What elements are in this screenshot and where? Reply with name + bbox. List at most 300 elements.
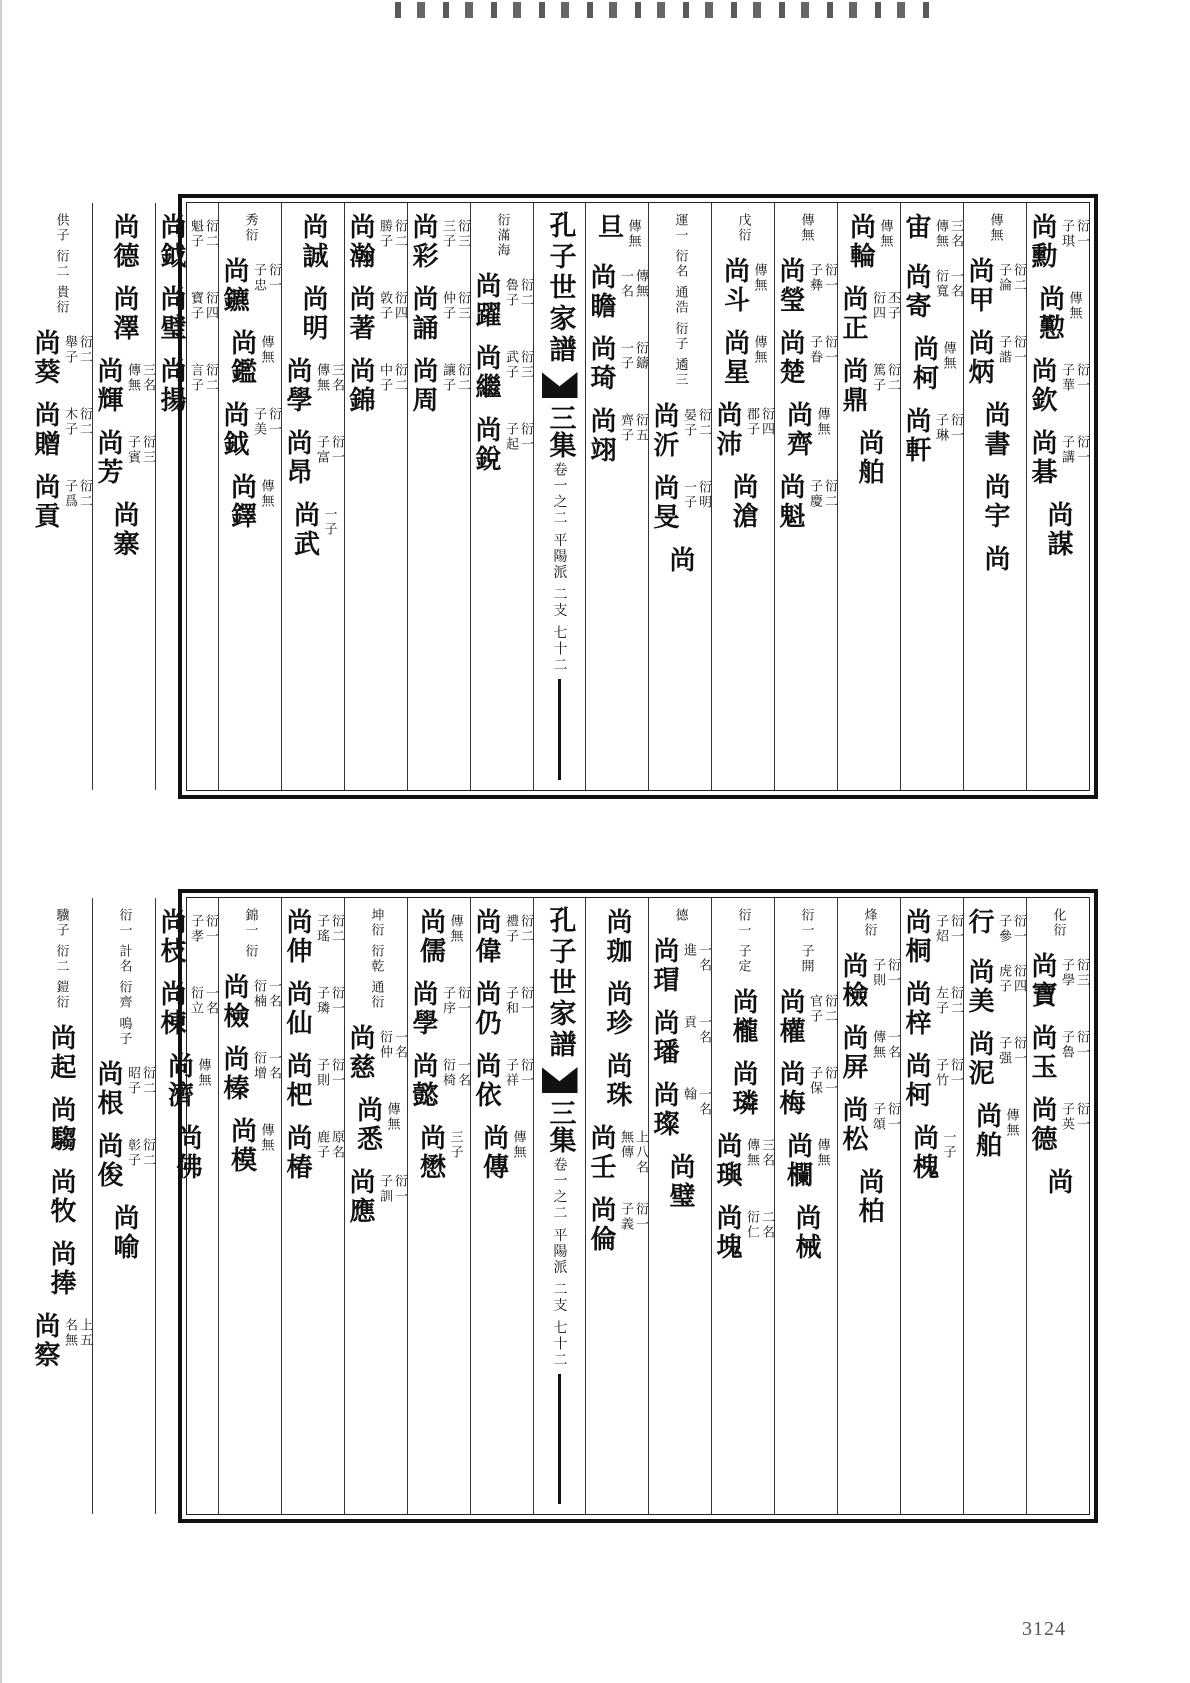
person-entry xyxy=(649,937,711,995)
note-line: 虎子 xyxy=(996,964,1011,994)
person-name: 尚俊 xyxy=(93,1132,123,1191)
person-name: 尚梓 xyxy=(901,980,931,1038)
note-line: 子頌 xyxy=(870,1102,885,1132)
note-line: 衍二 xyxy=(822,479,837,509)
person-entry xyxy=(298,213,328,271)
person-entry xyxy=(479,1124,526,1182)
person-note xyxy=(322,501,337,537)
person-name: 尚懋 xyxy=(415,1124,446,1182)
note-line: 傳無 xyxy=(744,1138,759,1169)
person-entry xyxy=(728,988,758,1046)
note-line: 三名 xyxy=(140,363,155,393)
note-line: 官子 xyxy=(807,994,822,1025)
person-name: 尚揚 xyxy=(156,357,186,415)
note-line: 傳無 xyxy=(940,341,956,371)
person-name: 尚杷 xyxy=(282,1052,312,1110)
person-name: 尚勳 xyxy=(1027,213,1057,271)
note-line: 原名 xyxy=(329,1130,344,1160)
person-name: 尚舶 xyxy=(854,429,884,487)
note-line: 衍楠 xyxy=(251,979,266,1010)
genealogy-column xyxy=(774,203,837,790)
person-name: 尚德 xyxy=(1027,1096,1057,1154)
person-note xyxy=(933,1052,963,1088)
person-note xyxy=(681,474,711,510)
note-line: 一名 xyxy=(392,1030,407,1061)
note-line: 進 xyxy=(681,943,696,958)
genealogy-column xyxy=(344,898,407,1514)
person-note xyxy=(996,908,1026,944)
person-entry xyxy=(901,1052,963,1110)
person-name: 尚璨 xyxy=(649,1081,679,1139)
person-name: 尚旻 xyxy=(649,473,679,532)
person-note xyxy=(314,357,344,393)
person-name: 尚楚 xyxy=(775,329,805,387)
note-line: 衍一 xyxy=(885,958,900,988)
note-line: 衍仁 xyxy=(744,1210,759,1241)
person-entry xyxy=(838,952,900,1010)
book-title: 孔子世家譜 xyxy=(544,906,576,1061)
note-line: 讓子 xyxy=(440,363,455,393)
person-name: 尚欄 xyxy=(782,1132,813,1191)
person-entry xyxy=(909,1124,956,1182)
genealogy-column xyxy=(92,203,155,790)
annotation-note: 錦一 衍 xyxy=(242,908,258,960)
person-entry xyxy=(353,1096,400,1154)
person-name: 尚牧 xyxy=(46,1168,76,1227)
note-line: 上五 xyxy=(77,1318,92,1349)
person-name: 尚仙 xyxy=(282,980,312,1038)
person-entry xyxy=(586,1124,648,1182)
person-note xyxy=(385,1096,400,1132)
person-note xyxy=(62,329,92,365)
person-name: 尚儒 xyxy=(415,908,446,966)
person-name: 尚美 xyxy=(964,958,994,1016)
book-title-column xyxy=(533,203,585,790)
person-note xyxy=(251,401,281,437)
note-line: 子和 xyxy=(503,986,518,1016)
person-note xyxy=(503,1052,533,1088)
annotation-note: 運一 衍名 通浩 衍子 遹三 xyxy=(672,213,688,388)
genealogy-column xyxy=(281,898,344,1514)
note-line: 禮子 xyxy=(503,914,518,944)
note-line: 晏子 xyxy=(681,407,696,438)
genealogy-column xyxy=(281,203,344,790)
note-line: 子强 xyxy=(996,1036,1011,1066)
person-entry xyxy=(282,357,344,415)
volume-label: 三集 xyxy=(544,1099,576,1153)
person-note xyxy=(503,416,533,452)
person-name: 尚翊 xyxy=(586,407,616,465)
person-entry xyxy=(854,1168,884,1226)
person-name: 尚甲 xyxy=(964,257,994,315)
person-entry xyxy=(720,257,767,315)
person-entry xyxy=(408,980,470,1038)
genealogy-column xyxy=(470,898,533,1514)
note-line: 衍仲 xyxy=(377,1030,392,1061)
note-line: 傳無 xyxy=(814,407,830,437)
person-entry xyxy=(649,402,711,460)
person-name: 尚騶 xyxy=(46,1096,76,1155)
note-line: 鹿子 xyxy=(314,1130,329,1160)
person-note xyxy=(933,407,963,443)
genealogy-column xyxy=(711,203,774,790)
person-note xyxy=(251,973,281,1009)
note-line: 傳無 xyxy=(751,263,767,293)
person-entry xyxy=(901,980,963,1038)
person-note xyxy=(807,1060,837,1096)
person-entry xyxy=(471,908,533,966)
person-name: 尚槐 xyxy=(908,1124,939,1182)
genealogy-column xyxy=(1026,898,1089,1514)
note-line: 子參 xyxy=(996,914,1011,944)
person-name: 尚慈 xyxy=(345,1024,375,1083)
person-name: 尚權 xyxy=(775,988,805,1047)
person-name: 尚模 xyxy=(226,1117,257,1176)
person-name: 尚舶 xyxy=(971,1102,1002,1160)
note-line: 衍二 xyxy=(948,986,963,1016)
person-entry xyxy=(649,1009,711,1067)
annotation-note: 衍滿海 xyxy=(494,213,510,258)
person-name: 尚榛 xyxy=(219,1045,249,1104)
person-entry xyxy=(408,1052,470,1110)
person-note xyxy=(870,1096,900,1132)
person-entry xyxy=(46,1240,76,1298)
person-name: 尚武 xyxy=(289,501,320,559)
page-number: 3124 xyxy=(1022,1618,1066,1640)
note-line: 子富 xyxy=(314,435,329,465)
person-entry xyxy=(665,546,695,575)
person-entry xyxy=(172,1124,202,1182)
person-note xyxy=(511,1124,526,1160)
note-line: 衍三 xyxy=(455,219,470,249)
person-entry xyxy=(1027,1096,1089,1154)
person-name: 尚謀 xyxy=(1043,501,1073,559)
person-name: 尚璠 xyxy=(649,1009,679,1067)
person-entry xyxy=(219,401,281,459)
person-entry xyxy=(791,1204,821,1262)
person-name: 尚璵 xyxy=(712,1132,742,1191)
note-line: 敦子 xyxy=(377,291,392,321)
note-line: 子忠 xyxy=(251,263,266,293)
person-name: 尚械 xyxy=(791,1204,821,1263)
person-name: 尚鑣 xyxy=(219,257,249,315)
note-line: 武子 xyxy=(503,350,518,380)
note-line: 衍四 xyxy=(203,291,218,321)
person-note xyxy=(259,1117,274,1153)
person-note xyxy=(807,988,837,1024)
person-name: 尚瞻 xyxy=(586,263,616,321)
person-name: 尚仍 xyxy=(471,980,501,1038)
person-name: 尚銳 xyxy=(471,416,501,474)
note-line: 衍一 xyxy=(822,335,837,365)
person-entry xyxy=(46,1168,76,1226)
person-name: 尚昂 xyxy=(282,429,312,487)
person-note xyxy=(314,429,344,465)
person-name: 尚德 xyxy=(109,213,139,271)
person-note xyxy=(744,1204,774,1240)
note-line: 子華 xyxy=(1059,363,1074,393)
note-line: 衍一 xyxy=(329,435,344,465)
note-line: 一名 xyxy=(696,1015,711,1045)
person-entry xyxy=(602,908,632,966)
note-line: 子祥 xyxy=(503,1058,518,1088)
note-line: 子璘 xyxy=(314,986,329,1016)
person-entry xyxy=(93,1060,155,1118)
note-line: 傳無 xyxy=(933,219,948,249)
note-line: 子則 xyxy=(870,958,885,988)
note-line: 三子 xyxy=(447,1130,463,1160)
person-entry xyxy=(30,473,92,531)
note-line: 傳無 xyxy=(1003,1108,1019,1138)
genealogy-column xyxy=(585,203,648,790)
person-entry xyxy=(227,329,274,387)
note-line: 傳無 xyxy=(633,269,648,299)
person-note xyxy=(503,344,533,380)
person-name: 行 xyxy=(964,908,994,937)
person-name: 尚誠 xyxy=(298,213,328,271)
note-line: 子英 xyxy=(1059,1102,1074,1132)
person-note xyxy=(314,1052,344,1088)
note-line: 傳無 xyxy=(258,1123,274,1154)
person-entry xyxy=(156,213,218,271)
person-name: 尚 xyxy=(980,545,1010,574)
person-name: 尚璘 xyxy=(728,1060,758,1119)
genealogy-column xyxy=(30,203,92,790)
person-entry xyxy=(298,285,328,343)
person-entry xyxy=(345,1024,407,1082)
person-entry xyxy=(775,1060,837,1118)
person-entry xyxy=(109,213,139,271)
person-name: 尚鼎 xyxy=(838,357,868,415)
person-note xyxy=(1059,1096,1089,1132)
person-entry xyxy=(282,1052,344,1110)
column-rule xyxy=(558,679,561,780)
note-line: 勝子 xyxy=(377,219,392,249)
person-entry xyxy=(408,213,470,271)
person-name: 尚彩 xyxy=(408,213,438,271)
note-line: 子訓 xyxy=(377,1174,392,1205)
person-name: 尚察 xyxy=(30,1312,60,1371)
annotation-note: 坤衍 衍乾 通衍 xyxy=(368,908,384,1011)
person-entry xyxy=(783,1132,830,1190)
genealogy-column xyxy=(963,898,1026,1514)
note-line: 衍立 xyxy=(188,986,203,1016)
note-line: 衍一 xyxy=(1011,335,1026,365)
person-name: 尚書 xyxy=(980,401,1010,459)
person-name: 尚璧 xyxy=(156,285,186,343)
person-note xyxy=(681,937,711,973)
person-entry xyxy=(345,1168,407,1226)
note-line: 齊子 xyxy=(618,413,633,443)
person-name: 尚周 xyxy=(408,357,438,415)
note-line: 傳無 xyxy=(195,1058,211,1088)
person-entry xyxy=(471,980,533,1038)
note-line: 衍四 xyxy=(870,291,885,321)
person-name: 尚軒 xyxy=(901,407,931,465)
note-line: 郡子 xyxy=(744,407,759,437)
person-note xyxy=(440,1052,470,1088)
person-name: 尚梅 xyxy=(775,1060,805,1119)
person-name: 尚伸 xyxy=(282,908,312,966)
note-line: 無傳 xyxy=(618,1130,633,1160)
note-line: 丕子 xyxy=(885,291,900,321)
note-line: 一子 xyxy=(940,1130,956,1160)
person-entry xyxy=(93,429,155,487)
person-entry xyxy=(227,473,274,531)
person-name: 尚佛 xyxy=(172,1124,202,1182)
person-note xyxy=(870,285,900,321)
person-note xyxy=(870,952,900,988)
person-note xyxy=(188,213,218,249)
genealogy-column xyxy=(218,203,281,790)
person-note xyxy=(188,980,218,1016)
person-note xyxy=(196,1052,211,1088)
annotation-note: 化衍 xyxy=(1050,908,1066,938)
person-name: 尚繼 xyxy=(471,344,501,402)
note-line: 子琳 xyxy=(933,413,948,443)
note-line: 子眷 xyxy=(807,335,822,365)
note-line: 子起 xyxy=(503,422,518,452)
person-entry xyxy=(964,329,1026,387)
person-entry xyxy=(408,285,470,343)
note-line: 三名 xyxy=(329,363,344,393)
person-note xyxy=(259,473,274,509)
note-line: 衍一 xyxy=(1011,914,1026,944)
note-line: 傳無 xyxy=(814,1138,830,1169)
person-note xyxy=(618,407,648,443)
person-entry xyxy=(156,980,218,1038)
note-line: 一名 xyxy=(948,269,963,299)
person-entry xyxy=(471,272,533,330)
person-entry xyxy=(219,973,281,1031)
person-name: 尚齊 xyxy=(782,401,813,459)
fish-tail-mark xyxy=(542,1067,578,1093)
note-line: 子淪 xyxy=(996,263,1011,293)
person-note xyxy=(251,257,281,293)
genealogy-column xyxy=(155,203,218,790)
person-name: 尚珈 xyxy=(602,908,632,966)
note-line: 一名 xyxy=(885,1030,900,1060)
fish-tail-mark xyxy=(542,372,578,398)
person-note xyxy=(618,1124,648,1175)
person-name: 尚芳 xyxy=(93,429,123,487)
person-entry xyxy=(901,908,963,966)
note-line: 衍椅 xyxy=(440,1058,455,1088)
note-line: 一名 xyxy=(203,986,218,1016)
note-line: 衍三 xyxy=(1074,958,1089,988)
person-name: 尚碁 xyxy=(1027,429,1057,487)
person-name: 尚琦 xyxy=(586,335,616,393)
person-name: 尚貢 xyxy=(30,473,60,532)
person-entry xyxy=(345,213,407,271)
person-name: 尚檢 xyxy=(219,973,249,1032)
note-line: 衍一 xyxy=(822,1066,837,1097)
annotation-note: 衍一 子開 xyxy=(798,908,814,975)
person-name: 尚寄 xyxy=(901,263,931,321)
annotation-note: 傳無 xyxy=(987,213,1003,243)
person-name: 尚學 xyxy=(408,980,438,1038)
note-line: 傳無 xyxy=(258,335,274,365)
person-name: 尚柯 xyxy=(908,335,939,393)
person-name: 尚櫳 xyxy=(728,988,758,1047)
person-name: 尚瑁 xyxy=(649,937,679,995)
note-line: 衍一 xyxy=(518,986,533,1016)
person-name: 尚錦 xyxy=(345,357,375,415)
note-line: 舉子 xyxy=(62,335,77,366)
genealogy-column xyxy=(218,898,281,1514)
person-entry xyxy=(227,1117,274,1175)
note-line: 一子 xyxy=(321,507,337,537)
genealogy-column xyxy=(407,203,470,790)
note-line: 名無 xyxy=(62,1318,77,1349)
note-line: 衍一 xyxy=(885,1102,900,1132)
person-entry xyxy=(854,429,884,487)
note-line: 子保 xyxy=(807,1066,822,1097)
note-line: 貢 xyxy=(681,1015,696,1030)
note-line: 一名 xyxy=(618,269,633,299)
person-name: 尚起 xyxy=(46,1024,76,1083)
note-line: 一名 xyxy=(266,979,281,1010)
person-name: 尚悉 xyxy=(352,1096,383,1155)
note-line: 魁子 xyxy=(188,219,203,249)
person-note xyxy=(618,1196,648,1232)
note-line: 衍一 xyxy=(392,1174,407,1205)
note-line: 傳無 xyxy=(258,479,274,509)
person-name: 尚璧 xyxy=(665,1153,695,1211)
person-note xyxy=(752,329,767,365)
person-name: 尚沂 xyxy=(649,401,679,460)
note-line: 子孝 xyxy=(188,914,203,944)
person-name: 尚星 xyxy=(719,329,750,387)
note-line: 衍一 xyxy=(518,1058,533,1088)
note-line: 衍二 xyxy=(822,994,837,1025)
note-line: 衍二 xyxy=(203,363,218,393)
person-note xyxy=(503,908,533,944)
note-line: 衍一 xyxy=(1074,219,1089,249)
note-line: 仲子 xyxy=(440,291,455,321)
person-note xyxy=(618,335,648,371)
note-line: 一子 xyxy=(681,479,696,510)
person-name: 宙 xyxy=(901,213,931,242)
person-note xyxy=(618,263,648,299)
person-entry xyxy=(838,357,900,415)
person-note xyxy=(1059,213,1089,249)
note-line: 衍二 xyxy=(140,1138,155,1169)
note-line: 一名 xyxy=(455,1058,470,1088)
note-line: 衍二 xyxy=(455,363,470,393)
person-entry xyxy=(46,1096,76,1154)
person-entry xyxy=(901,213,963,249)
note-line: 衍一 xyxy=(329,986,344,1016)
note-line: 一子 xyxy=(618,341,633,371)
person-note xyxy=(933,263,963,299)
person-note xyxy=(1004,1102,1019,1138)
note-line: 衍二 xyxy=(77,479,92,510)
person-entry xyxy=(219,257,281,315)
person-entry xyxy=(602,1052,632,1110)
note-line: 衍四 xyxy=(1011,964,1026,994)
person-entry xyxy=(1035,285,1082,343)
book-title: 孔子世家譜 xyxy=(544,211,576,366)
person-entry xyxy=(649,1081,711,1139)
person-entry xyxy=(93,357,155,415)
note-line: 一名 xyxy=(696,1087,711,1117)
person-note xyxy=(448,908,463,944)
annotation-note: 秀衍 xyxy=(242,213,258,243)
person-note xyxy=(681,402,711,438)
genealogy-column xyxy=(30,898,92,1514)
person-note xyxy=(870,1024,900,1060)
